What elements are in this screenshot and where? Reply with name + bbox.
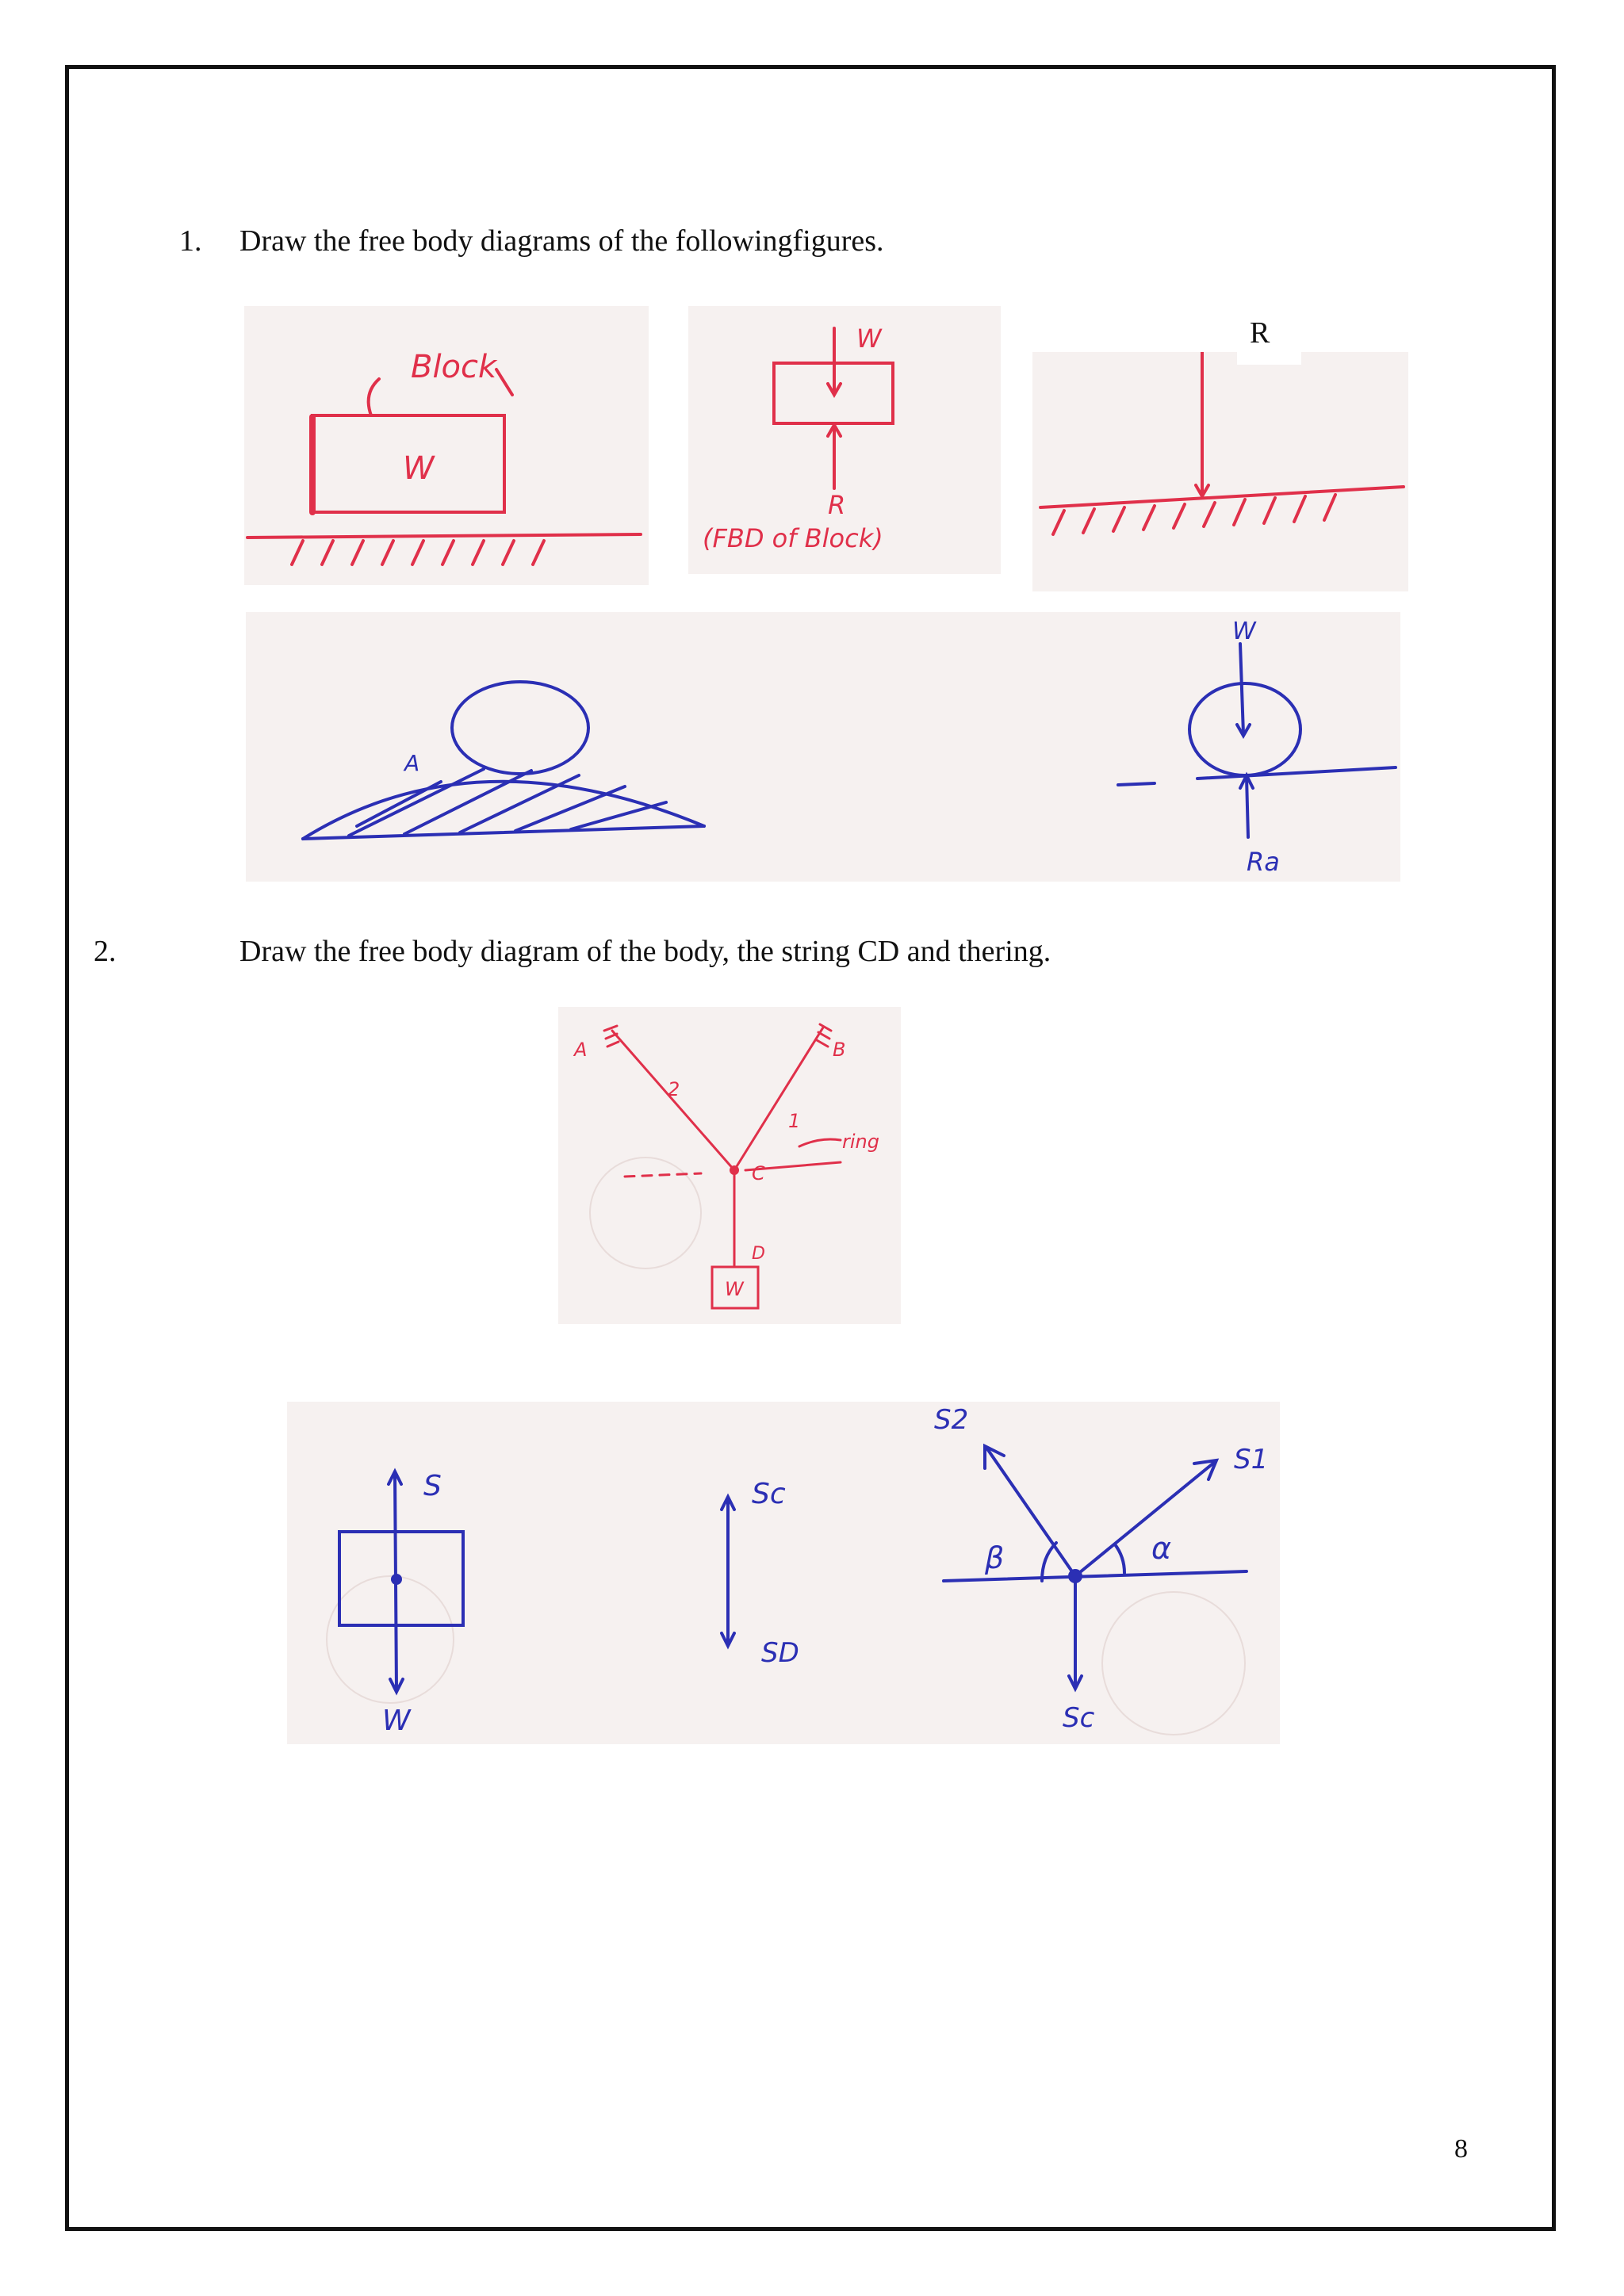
ring-beta-label: β — [985, 1540, 1005, 1575]
figure-fbds-body-string-ring — [287, 1402, 1280, 1744]
block-label: Block — [411, 349, 497, 385]
ring-s2-label: S2 — [934, 1404, 969, 1436]
body-tension-label: S — [423, 1470, 442, 1502]
ring-s1-label: S1 — [1234, 1444, 1269, 1475]
body-weight-label: W — [382, 1705, 411, 1737]
figure-string-setup — [558, 1007, 901, 1324]
string-1-label: 1 — [788, 1110, 801, 1132]
ring-alpha-label: α — [1151, 1531, 1172, 1566]
question-1-number: 1. — [179, 224, 202, 258]
figure-ground-reaction — [1032, 352, 1408, 591]
string-bottom-label: SD — [761, 1637, 799, 1669]
node-c-label: C — [752, 1162, 765, 1184]
ring-sc-label: Sc — [1063, 1702, 1095, 1734]
sphere-reaction-label: Ra — [1247, 847, 1280, 877]
support-b-label: B — [833, 1039, 846, 1061]
sphere-weight-label: W — [1232, 618, 1256, 645]
question-1-text: Draw the free body diagrams of the followingfigures. — [239, 224, 884, 258]
page-number: 8 — [1454, 2134, 1468, 2164]
figure-sphere-on-surface — [246, 612, 1400, 882]
fbd-caption: (FBD of Block) — [703, 523, 883, 553]
setup-weight-label: W — [725, 1278, 744, 1300]
string-top-label: Sc — [752, 1478, 786, 1510]
question-2-text: Draw the free body diagram of the body, the string CD and thering. — [239, 935, 1051, 968]
ground-reaction-label: R — [1237, 316, 1301, 365]
figure-fbd-of-block — [688, 306, 1001, 574]
block-weight-label: W — [403, 450, 435, 487]
question-2-number: 2. — [94, 935, 117, 968]
string-2-label: 2 — [668, 1078, 680, 1100]
sphere-contact-label: A — [404, 750, 420, 776]
figure-block-on-ground — [244, 306, 649, 585]
fbd-reaction-label: R — [828, 490, 846, 520]
ring-label: ring — [842, 1131, 879, 1153]
support-a-label: A — [574, 1039, 588, 1061]
fbd-weight-label: W — [856, 323, 882, 354]
node-d-label: D — [752, 1244, 765, 1264]
